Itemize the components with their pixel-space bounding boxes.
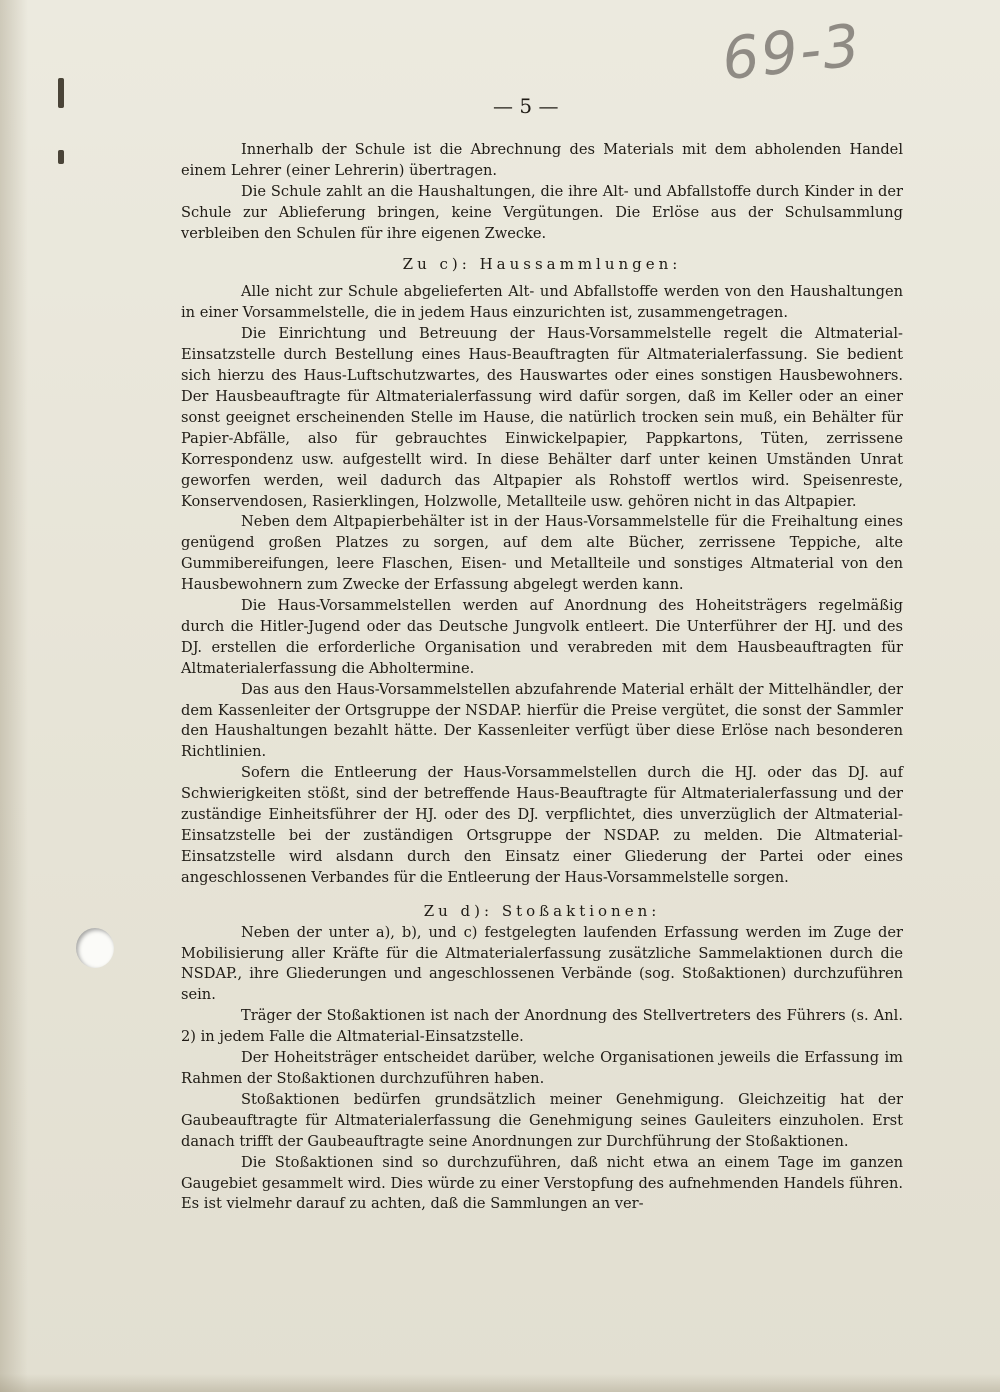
- paragraph: Der Hoheitsträger entscheidet darüber, welche Organisationen jeweils die Erfassung im Rahmen der Stoßaktionen durchzuführen haben.: [181, 1049, 903, 1087]
- section-heading-c: Zu c): Haussammlungen:: [402, 254, 682, 273]
- paragraph: Sofern die Entleerung der Haus-Vorsammelstellen durch die HJ. oder das DJ. auf Schwierigkeiten stößt, sind der betreffende Haus-Beauftragte für Altmaterialerfassung und der zuständige Einheitsführer der HJ. oder des DJ. verpflichtet, dies unverzüglich der Altmaterial-Einsatzstelle bei der zuständigen Ortsgruppe der NSDAP. zu melden. Die Altmaterial-Einsatzstelle wird alsdann durch den Einsatz einer Gliederung der Partei oder eines angeschlossenen Verbandes für die Entleerung der Haus-Vorsammelstelle sorgen.: [181, 764, 903, 886]
- paragraph: Alle nicht zur Schule abgelieferten Alt- und Abfallstoffe werden von den Haushaltungen in einer Vorsammelstelle, die in jedem Haus einzurichten ist, zusammengetragen.: [181, 283, 903, 322]
- page-bottom-shadow: [0, 1374, 1000, 1392]
- punch-hole: [76, 928, 114, 968]
- paragraph: Die Einrichtung und Betreuung der Haus-Vorsammelstelle regelt die Altmaterial-Einsatzstelle durch Bestellung eines Haus-Beauftragten für Altmaterialerfassung. Sie bedient sich hierzu des Haus-Luftschutzwartes, des Hauswartes oder eines sonstigen Hausbewohners. Der Hausbeauftragte für Altmaterialerfassung wird dafür sorgen, daß im Keller oder an einer sonst geeignet erscheinenden Stelle im Hause, die natürlich trocken sein muß, ein Behälter für Papier-Abfälle, also für gebrauchtes Einwickelpapier, Pappkartons, Tüten, zerrissene Korrespondenz usw. aufgestellt wird. In diese Behälter darf unter keinen Umständen Unrat geworfen werden, weil dadurch das Altpapier als Rohstoff wertlos wird. Speisenreste, Konservendosen, Rasierklingen, Holzwolle, Metallteile usw. gehören nicht in das Altpapier.: [181, 325, 903, 510]
- paragraph: Neben der unter a), b), und c) festgelegten laufenden Erfassung werden im Zuge der Mobilisierung aller Kräfte für die Altmaterialerfassung zusätzliche Sammelaktionen durch die NSDAP., ihre Gliederungen und angeschlossenen Verbände (sog. Stoßaktionen) durchzuführen sein.: [181, 923, 903, 1004]
- paragraph: Die Haus-Vorsammelstellen werden auf Anordnung des Hoheitsträgers regelmäßig durch die Hitler-Jugend oder das Deutsche Jungvolk entleert. Die Unterführer der HJ. und des DJ. erstellen die erforderliche Organisation und verabreden mit dem Hausbeauftragten für Altmaterialerfassung die Abholtermine.: [181, 597, 903, 677]
- paragraph: Die Stoßaktionen sind so durchzuführen, daß nicht etwa an einem Tage im ganzen Gaugebiet gesammelt wird. Dies würde zu einer Verstopfung des aufnehmenden Handels führen. Es ist vielmehr darauf zu achten, daß die Sammlungen an ver-: [181, 1153, 903, 1213]
- paragraph: Das aus den Haus-Vorsammelstellen abzufahrende Material erhält der Mittelhändler, der dem Kassenleiter der Ortsgruppe der NSDAP. hierfür die Preise vergütet, die sonst der Sammler den Haushaltungen bezahlt hätte. Der Kassenleiter verfügt über diese Erlöse nach besonderen Richtlinien.: [181, 680, 903, 761]
- paragraph: Innerhalb der Schule ist die Abrechnung des Materials mit dem abholenden Handel einem Lehrer (einer Lehrerin) übertragen.: [181, 141, 903, 179]
- paragraph: Stoßaktionen bedürfen grundsätzlich meiner Genehmigung. Gleichzeitig hat der Gaubeauftragte für Altmaterialerfassung die Genehmigung seines Gauleiters einzuholen. Erst danach trifft der Gaubeauftragte seine Anordnungen zur Durchführung der Stoßaktionen.: [181, 1090, 903, 1150]
- paragraph: Träger der Stoßaktionen ist nach der Anordnung des Stellvertreters des Führers (s. Anl. 2) in jedem Falle die Altmaterial-Einsatzstelle.: [181, 1007, 903, 1046]
- page-number: — 5 —: [493, 94, 559, 118]
- margin-mark: [58, 150, 64, 164]
- document-body: [181, 140, 903, 1215]
- section-heading-d: Zu d): Stoßaktionen:: [423, 901, 661, 920]
- handwritten-note: 69-3: [718, 10, 865, 94]
- paragraph: Neben dem Altpapierbehälter ist in der Haus-Vorsammelstelle für die Freihaltung eines genügend großen Platzes zu sorgen, auf dem alte Bücher, zerrissene Teppiche, alte Gummibereifungen, leere Flaschen, Eisen- und Metallteile und sonstiges Altmaterial von den Hausbewohnern zum Zwecke der Erfassung abgelegt werden kann.: [181, 513, 903, 594]
- page-edge-shadow: [0, 0, 28, 1392]
- paragraph: Die Schule zahlt an die Haushaltungen, die ihre Alt- und Abfallstoffe durch Kinder in der Schule zur Ablieferung bringen, keine Vergütungen. Die Erlöse aus der Schulsammlung verbleiben den Schulen für ihre eigenen Zwecke.: [181, 182, 903, 242]
- margin-mark: [58, 78, 64, 108]
